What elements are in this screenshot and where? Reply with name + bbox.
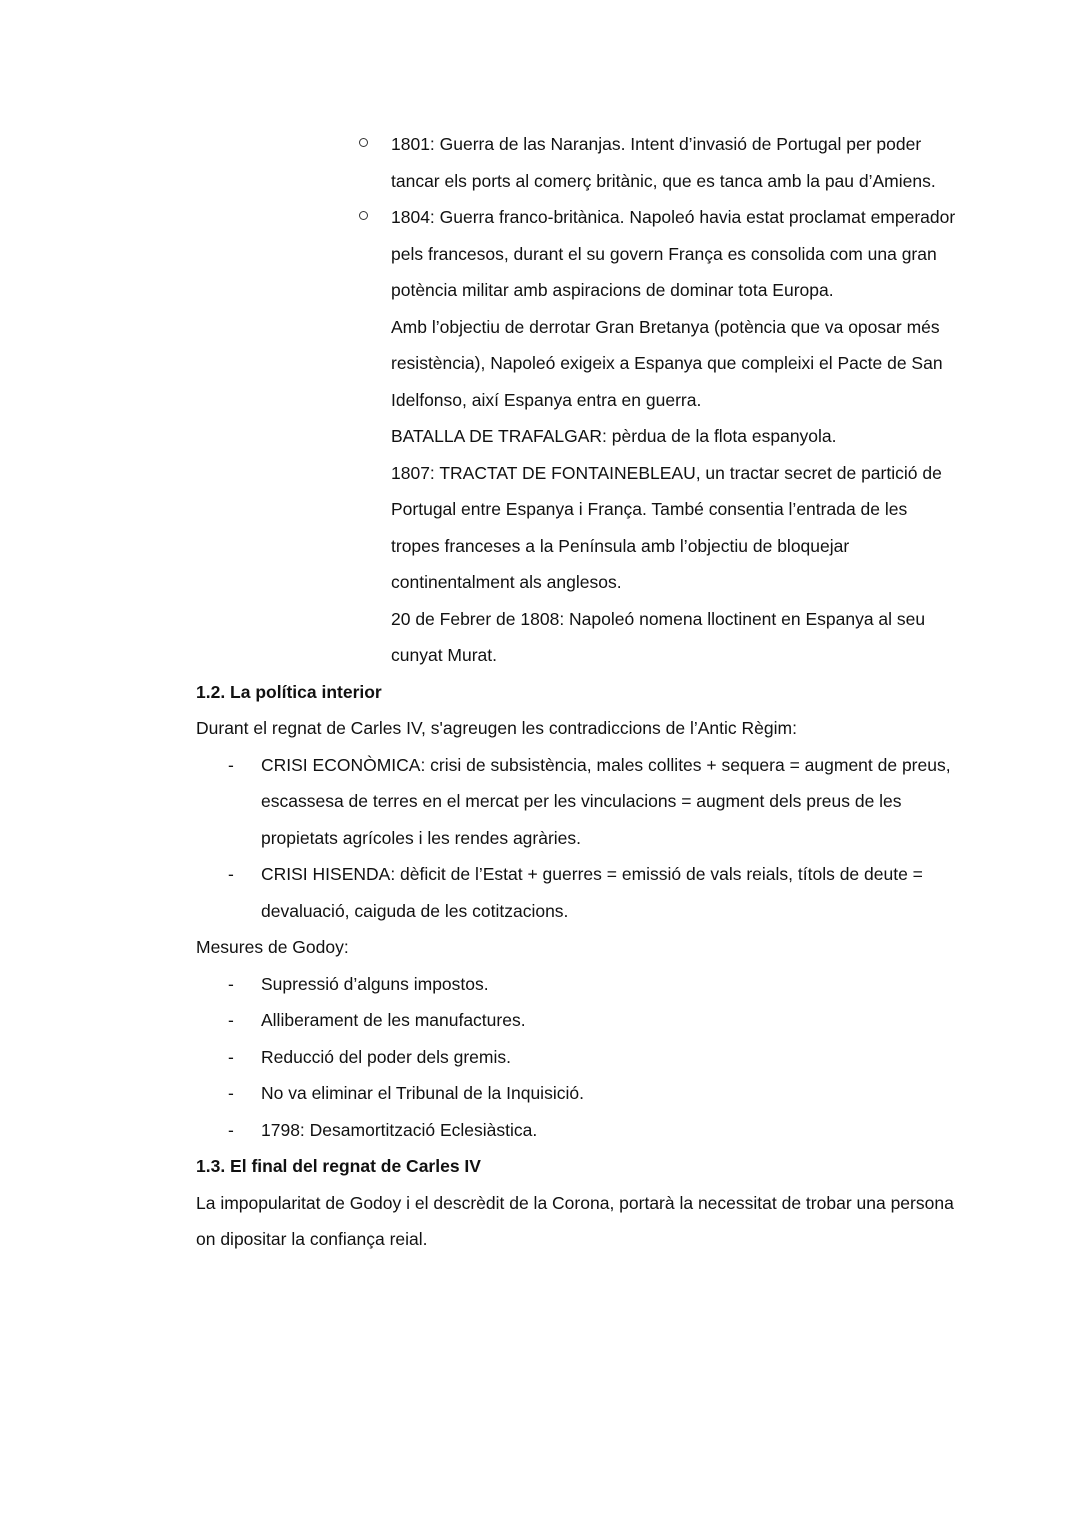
measure-text: 1798: Desamortització Eclesiàstica. (261, 1119, 538, 1140)
circle-bullet-icon (359, 138, 368, 147)
murat-paragraph: 20 de Febrer de 1808: Napoleó nomena lloctinent en Espanya al seu cunyat Murat. (391, 608, 926, 665)
measure-text: No va eliminar el Tribunal de la Inquisició. (261, 1083, 584, 1103)
dash-bullet: - (228, 1119, 234, 1140)
franco-british-war-text: 1804: Guerra franco-britànica. Napoleó havia estat proclamat emperador pels francesos, durant el su govern França es consolida com una gran potència militar amb aspiracions de dominar tota Europa. (391, 207, 956, 300)
fontainebleau-paragraph: 1807: TRACTAT DE FONTAINEBLEAU, un tractar secret de partició de Portugal entre Espanya i França. També consentia l’entrada de les tropes franceses a la Península amb l’objectiu de bloquejar continentalment als anglesos. (391, 462, 942, 592)
page-content (196, 126, 956, 1258)
list-item-economic-crisis (228, 747, 956, 857)
measure-text: Reducció del poder dels gremis. (261, 1046, 511, 1067)
list-item-franco-british-war (391, 199, 956, 674)
interior-policy-intro: Durant el regnat de Carles IV, s'agreugen les contradiccions de l’Antic Règim: (196, 718, 797, 738)
list-item-treasury-crisis (228, 856, 956, 929)
dash-bullet: - (228, 973, 234, 994)
objective-paragraph: Amb l’objectiu de derrotar Gran Bretanya (potència que va oposar més resistència), Napoleó exigeix a Espanya que compleixi el Pacte de San Idelfonso, així Espanya entra en guerra. (391, 316, 943, 410)
godoy-measures-label: Mesures de Godoy: (196, 937, 349, 957)
end-of-reign-text: La impopularitat de Godoy i el descrèdit de la Corona, portarà la necessitat de trobar una persona on dipositar la confiança reial. (196, 1192, 954, 1249)
list-item-war-of-oranges (391, 126, 956, 199)
war-events-list (196, 126, 956, 674)
list-item-measure (228, 966, 956, 1003)
dash-bullet: - (228, 1083, 234, 1103)
section-heading-interior-policy: 1.2. La política interior (196, 681, 382, 702)
list-item-measure (228, 1039, 956, 1076)
section-heading-end-of-reign: 1.3. El final del regnat de Carles IV (196, 1156, 481, 1176)
dash-bullet: - (228, 754, 234, 775)
list-item-measure (228, 1002, 956, 1039)
dash-bullet: - (228, 864, 234, 884)
measure-text: Supressió d’alguns impostos. (261, 973, 489, 994)
measure-text: Alliberament de les manufactures. (261, 1010, 526, 1030)
circle-bullet-icon (359, 211, 368, 220)
godoy-measures-list (196, 966, 956, 1149)
crisis-list (196, 747, 956, 930)
treasury-crisis-text: CRISI HISENDA: dèficit de l’Estat + guerres = emissió de vals reials, títols de deute = devaluació, caiguda de les cotitzacions. (261, 864, 923, 921)
trafalgar-paragraph: BATALLA DE TRAFALGAR: pèrdua de la flota espanyola. (391, 426, 837, 446)
list-item-measure (228, 1075, 956, 1112)
economic-crisis-text: CRISI ECONÒMICA: crisi de subsistència, males collites + sequera = augment de preus, escassesa de terres en el mercat per les vinculacions = augment dels preus de les propietats agrícoles i les rendes agràries. (261, 754, 951, 848)
war-of-oranges-text: 1801: Guerra de las Naranjas. Intent d’invasió de Portugal per poder tancar els ports al comerç britànic, que es tanca amb la pau d’Amiens. (391, 134, 936, 191)
dash-bullet: - (228, 1010, 234, 1030)
list-item-measure (228, 1112, 956, 1149)
dash-bullet: - (228, 1046, 234, 1067)
